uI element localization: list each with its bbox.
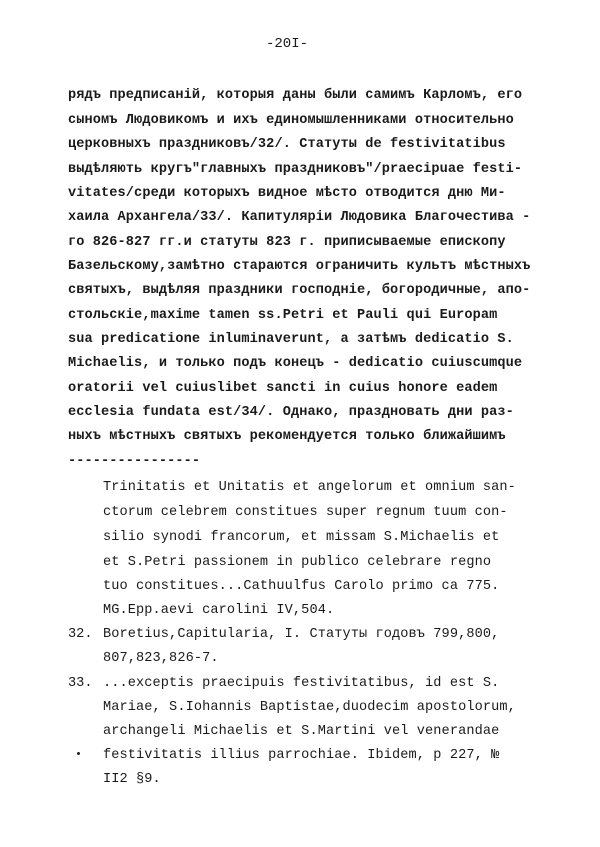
ink-dot-mark xyxy=(77,752,80,755)
footnote-line: et S.Petri passionem in publico celebrare regno xyxy=(103,555,492,570)
body-line: выдѣляють кругъ"главныхъ праздниковъ"/praecipuae festi- xyxy=(68,162,523,177)
footnote-number: 32. xyxy=(68,627,93,642)
footnote-line: Boretius,Capitularia, I. Статуты годовъ 799,800, xyxy=(103,627,500,642)
body-line: стольскiе,maxime tamen ss.Petri et Pauli qui Europam xyxy=(68,308,498,323)
body-line: ныхъ мѣстныхъ святыхъ рекомендуется только ближайшимъ xyxy=(68,429,506,444)
body-line: Michaelis, и только подъ конецъ - dedicatio cuiuscumque xyxy=(68,356,523,371)
body-line: церковныхъ праздниковъ/32/. Статуты de festivitatibus xyxy=(68,137,506,152)
body-line: святыхъ, выдѣляя праздники господнiе, богородичные, апо- xyxy=(68,283,531,298)
body-line: сыномъ Людовикомъ и ихъ единомышленниками относительно xyxy=(68,113,514,128)
page-number: -20I- xyxy=(266,36,309,52)
footnote-line: ctorum celebrem constitues super regnum tuum con- xyxy=(103,505,508,520)
footnote-line: MG.Epp.aevi carolini IV,504. xyxy=(103,603,335,618)
body-line: го 826-827 гг.и статуты 823 г. приписываемые епископу xyxy=(68,235,506,250)
footnote-line: II2 §9. xyxy=(103,772,161,787)
footnote-line: silio synodi francorum, et missam S.Michaelis et xyxy=(103,530,500,545)
footnote-line: Trinitatis et Unitatis et angelorum et omnium san- xyxy=(103,480,516,495)
footnote-line: archangeli Michaelis et S.Martini vel venerandae xyxy=(103,724,500,739)
footnote-line: festivitatis illius parrochiae. Ibidem, p 227, № xyxy=(103,748,500,763)
body-line: vitates/среди которыхъ видное мѣсто отводится дню Ми- xyxy=(68,186,506,201)
body-line: хаила Архангела/33/. Капитулярiи Людовика Благочестива - xyxy=(68,210,531,225)
body-line: ecclesia fundata est/34/. Однако, праздновать дни раз- xyxy=(68,405,514,420)
footnote-line: ...exceptis praecipuis festivitatibus, id est S. xyxy=(103,676,500,691)
footnote-line: Mariae, S.Iohannis Baptistae,duodecim apostolorum, xyxy=(103,700,516,715)
footnote-line: 807,823,826-7. xyxy=(103,651,219,666)
body-line: рядъ предписанiй, которыя даны были самимъ Карломъ, его xyxy=(68,88,523,103)
body-line: sua predicatione inluminaverunt, а затѣмъ dedicatio S. xyxy=(68,332,514,347)
footnote-number: 33. xyxy=(68,676,93,691)
footnote-separator: ---------------- xyxy=(68,454,201,469)
body-line: oratorii vel cuiuslibet sancti in cuius honore eadem xyxy=(68,381,498,396)
body-line: Базельскому,замѣтно стараются ограничить культъ мѣстныхъ xyxy=(68,259,531,274)
footnote-line: tuo constitues...Cathuulfus Carolo primo ca 775. xyxy=(103,579,500,594)
